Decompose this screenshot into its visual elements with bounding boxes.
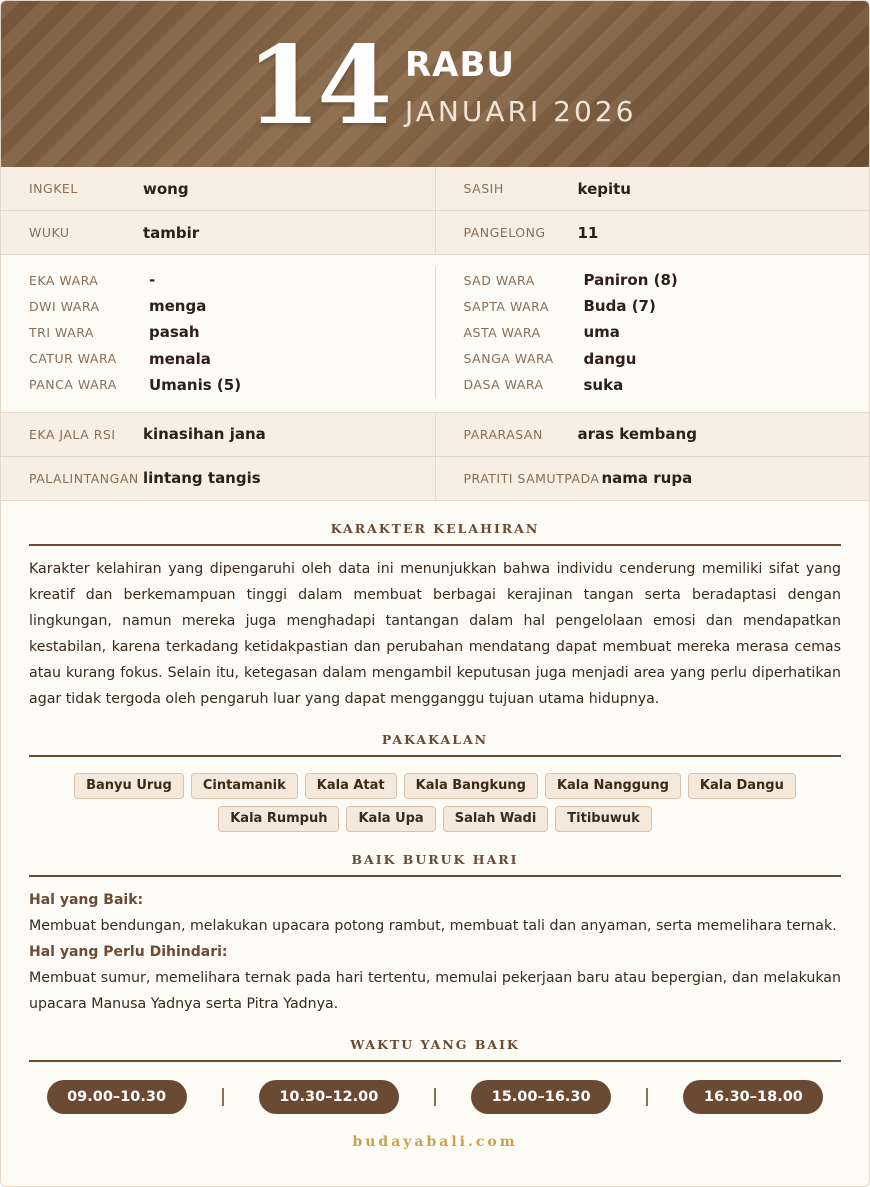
- pakakalan-chip: Kala Upa: [346, 806, 435, 832]
- info-cell-pratiti-samutpada: [435, 457, 870, 500]
- wara-value: Buda (7): [583, 297, 656, 316]
- wara-label: PANCA WARA: [29, 377, 117, 393]
- avoid-text: Membuat sumur, memelihara ternak pada hari tertentu, memulai pekerjaan baru atau bepergian, dan melakukan upacara Manusa Yadnya serta Pitra Yadnya.: [29, 969, 841, 1012]
- day-number: 14: [246, 23, 389, 149]
- info-label: INGKEL: [29, 181, 78, 196]
- info-label: PARARASAN: [463, 426, 543, 442]
- info-cell-wuku: [1, 211, 435, 254]
- info-row-palalintangan-pratiti: [1, 457, 869, 501]
- wara-column-left: [1, 267, 435, 398]
- time-slots: [1, 1080, 869, 1114]
- section-title: BAIK BURUK HARI: [29, 852, 841, 877]
- section-title: WAKTU YANG BAIK: [29, 1037, 841, 1062]
- info-value: lintang tangis: [143, 469, 261, 488]
- info-value: kepitu: [577, 179, 631, 198]
- wara-value: Paniron (8): [583, 271, 678, 290]
- pakakalan-chips: [1, 773, 869, 832]
- time-slot: 16.30–18.00: [683, 1080, 823, 1114]
- wara-label: SAD WARA: [463, 272, 535, 288]
- info-cell-pangelong: [435, 211, 870, 254]
- info-cell-palalintangan: [1, 457, 435, 500]
- wara-row: [29, 319, 435, 345]
- wara-label: EKA WARA: [29, 272, 99, 288]
- wara-label: ASTA WARA: [463, 324, 541, 340]
- info-value: tambir: [143, 223, 200, 242]
- info-label: SASIH: [463, 181, 504, 196]
- pakakalan-chip: Cintamanik: [191, 773, 298, 799]
- pakakalan-chip: Titibuwuk: [555, 806, 651, 832]
- wara-row: [29, 267, 435, 293]
- wara-label: CATUR WARA: [29, 351, 117, 367]
- avoid-label: Hal yang Perlu Dihindari:: [29, 943, 228, 960]
- info-value: aras kembang: [577, 425, 697, 444]
- wara-row: [29, 372, 435, 398]
- wara-label: SAPTA WARA: [463, 298, 549, 314]
- info-row-ekajala-pararasan: [1, 413, 869, 457]
- footer-site-link[interactable]: budayabali.com: [352, 1133, 518, 1150]
- wara-label: TRI WARA: [29, 324, 94, 340]
- divider: [646, 1088, 648, 1106]
- pakakalan-chip: Kala Atat: [305, 773, 397, 799]
- pakakalan-chip: Kala Dangu: [688, 773, 796, 799]
- karakter-text: Karakter kelahiran yang dipengaruhi oleh data ini menunjukkan bahwa individu cenderung memiliki sifat yang kreatif dan berkemampuan tinggi dalam membuat berbagai kerajinan tangan serta beradaptasi dengan lingkungan, namun mereka juga menghadapi tantangan dalam hal pengelolaan emosi dan mendapatkan kestabilan, karena terkadang ketidakpastian dan perubahan mendatang dapat membuat mereka merasa cemas atau kurang fokus. Selain itu, ketegasan dalam mengambil keputusan juga menjadi area yang perlu diperhatikan agar tidak tergoda oleh pengaruh luar yang dapat mengganggu tujuan utama hidupnya.: [29, 560, 841, 707]
- day-name: RABU: [405, 45, 516, 85]
- info-cell-pararasan: [435, 413, 870, 456]
- wara-grid: [1, 255, 869, 413]
- wara-row: [464, 346, 870, 372]
- pakakalan-chip: Kala Rumpuh: [218, 806, 339, 832]
- info-label: PRATITI SAMUTPADA: [463, 470, 600, 486]
- baik-buruk-section: [1, 852, 869, 1017]
- info-label: PALALINTANGAN: [29, 470, 139, 486]
- wara-value: pasah: [149, 323, 200, 342]
- date-header: [1, 1, 869, 167]
- wara-row: [464, 372, 870, 398]
- wara-value: -: [149, 271, 156, 290]
- wara-row: [29, 346, 435, 372]
- pakakalan-section: [1, 732, 869, 757]
- wara-value: dangu: [583, 349, 637, 368]
- pakakalan-chip: Banyu Urug: [74, 773, 184, 799]
- wara-value: uma: [583, 323, 620, 342]
- wara-label: DWI WARA: [29, 298, 100, 314]
- info-row-wuku-pangelong: [1, 211, 869, 255]
- wara-row: [464, 319, 870, 345]
- waktu-section: [1, 1037, 869, 1062]
- section-title: KARAKTER KELAHIRAN: [29, 521, 841, 546]
- wara-value: suka: [583, 375, 624, 394]
- good-label: Hal yang Baik:: [29, 891, 144, 908]
- time-slot: 09.00–10.30: [47, 1080, 187, 1114]
- wara-column-right: [435, 267, 870, 398]
- wara-label: DASA WARA: [463, 377, 544, 393]
- info-cell-eka-jala-rsi: [1, 413, 435, 456]
- wara-row: [29, 293, 435, 319]
- info-label: WUKU: [29, 225, 70, 240]
- divider: [434, 1088, 436, 1106]
- time-slot: 15.00–16.30: [471, 1080, 611, 1114]
- divider: [222, 1088, 224, 1106]
- wara-label: SANGA WARA: [463, 351, 554, 367]
- info-label: EKA JALA RSI: [29, 426, 116, 442]
- section-title: PAKAKALAN: [29, 732, 841, 757]
- karakter-section: [1, 521, 869, 712]
- info-value: nama rupa: [601, 469, 693, 488]
- pakakalan-chip: Kala Bangkung: [404, 773, 538, 799]
- pakakalan-chip: Kala Nanggung: [545, 773, 681, 799]
- info-value: kinasihan jana: [143, 425, 266, 444]
- good-text: Membuat bendungan, melakukan upacara potong rambut, membuat tali dan anyaman, serta memelihara ternak.: [29, 917, 837, 934]
- time-slot: 10.30–12.00: [259, 1080, 399, 1114]
- info-row-ingkel-sasih: [1, 167, 869, 211]
- pakakalan-chip: Salah Wadi: [443, 806, 549, 832]
- wara-row: [464, 267, 870, 293]
- info-cell-ingkel: [1, 167, 435, 210]
- info-cell-sasih: [435, 167, 870, 210]
- info-value: 11: [577, 223, 599, 242]
- wara-value: menala: [149, 349, 211, 368]
- info-label: PANGELONG: [463, 225, 546, 240]
- wara-value: Umanis (5): [149, 375, 242, 394]
- month-year: JANUARI 2026: [405, 95, 637, 128]
- info-value: wong: [143, 179, 189, 198]
- wara-value: menga: [149, 297, 207, 316]
- wara-row: [464, 293, 870, 319]
